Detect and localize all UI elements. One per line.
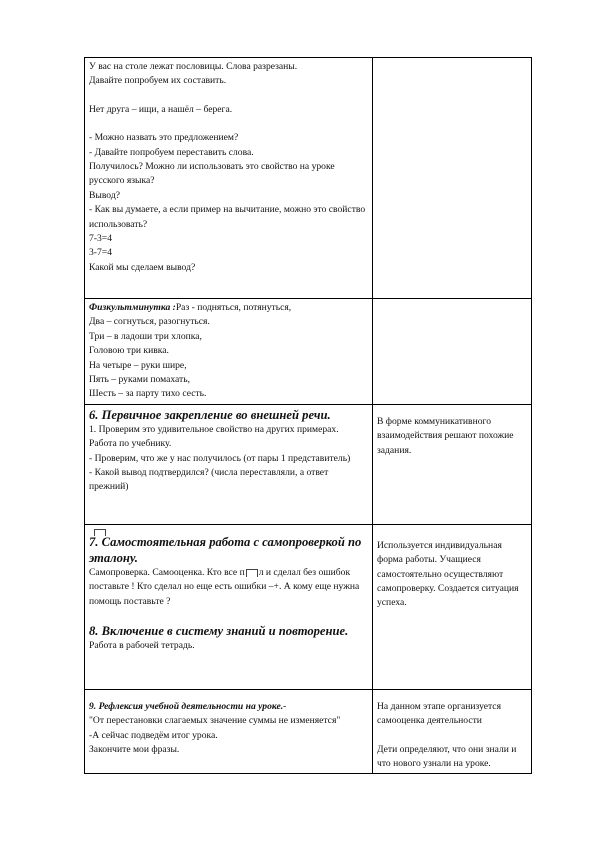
proverb-text: Нет друга – ищи, а нашёл – берега. [89, 103, 233, 115]
spacer [89, 117, 368, 131]
row5-right-text: На данном этапе организуется самооценка деятельности [377, 700, 501, 727]
lesson-plan-table [84, 57, 532, 774]
row3-line: - Проверим, что же у нас получилось (от пары 1 представитель) [89, 452, 351, 464]
row2-right-cell [373, 299, 532, 405]
table-row [85, 524, 532, 689]
row3-line: 1. Проверим это удивительное свойство на других примерах. Работа по учебнику. [89, 423, 339, 450]
row5-line: "От перестановки слагаемых значение суммы не изменяется" [89, 715, 341, 727]
table-row [85, 404, 532, 524]
box-mark [94, 527, 368, 534]
row1-line: - Давайте попробуем переставить слова. [89, 146, 254, 158]
row1-right-cell [373, 58, 532, 299]
row1-line: Вывод? [89, 189, 120, 201]
row1-line: Какой мы сделаем вывод? [89, 261, 196, 273]
exercise-line: На четыре – руки шире, [89, 359, 187, 371]
row5-left-cell [85, 689, 373, 774]
section-heading: 7. Самостоятельная работа с самопроверкой по эталону. [89, 534, 362, 565]
exercise-line: Шесть – за парту тихо сесть. [89, 388, 207, 400]
section-heading: 6. Первичное закрепление во внешней речи. [89, 407, 331, 422]
row3-left-cell [85, 404, 373, 524]
exercise-line: Три – в ладоши три хлопка, [89, 330, 202, 342]
row5-right-text: Дети определяют, что они знали и что нового узнали на уроке. [377, 743, 517, 770]
row1-left-cell [85, 58, 373, 299]
table-row [85, 58, 532, 299]
row5-line: -А сейчас подведём итог урока. [89, 729, 218, 741]
row4-text [89, 566, 368, 609]
row2-left-cell [85, 299, 373, 405]
row4-text-part: л и сделал без ошибок поставьте ! Кто сделал но еще есть ошибки –+. А кому еще нужна помощь поставьте ? [89, 566, 360, 607]
row1-line: Получилось? Можно ли использовать это свойство на уроке русского языка? [89, 161, 335, 187]
row1-line: - Как вы думаете, а если пример на вычитание, можно это свойство использовать? [89, 204, 366, 230]
exercise-first-rest: Раз - подняться, потянуться, [175, 302, 292, 313]
exercise-title: Физкультминутка : [89, 302, 176, 313]
exercise-line: Пять – руками помахать, [89, 374, 191, 386]
row5-right-cell [373, 689, 532, 774]
section-heading: 8. Включение в систему знаний и повторение. [89, 624, 349, 639]
spacer [89, 89, 368, 103]
table-row [85, 689, 532, 774]
row1-line: У вас на столе лежат пословицы. Слова разрезаны. [89, 61, 298, 72]
row1-line: - Можно назвать это предложением? [89, 132, 239, 144]
row4-right-cell: Используется индивидуальная форма работы. Учащиеся самостоятельно осуществляют самопроверку. Создается ситуация успеха. [373, 524, 532, 689]
example-line: 7-3=4 [89, 233, 112, 245]
exercise-line: Два – согнуться, разогнуться. [89, 316, 210, 328]
spacer [377, 729, 527, 743]
row5-line: Закончите мои фразы. [89, 744, 180, 756]
box-mark [246, 569, 258, 577]
row4-text: Работа в рабочей тетрадь. [89, 640, 195, 652]
exercise-line: Головою три кивка. [89, 345, 169, 357]
exercise-first-line [89, 301, 368, 315]
spacer [89, 609, 368, 623]
row1-line: Давайте попробуем их составить. [89, 75, 227, 87]
section-heading: 9. Рефлексия учебной деятельности на уроке.- [89, 700, 287, 712]
example-line: 3-7=4 [89, 247, 112, 259]
row3-line: - Какой вывод подтвердился? (числа переставляли, а ответ прежний) [89, 467, 329, 493]
table-row [85, 299, 532, 405]
row4-text-part: Самопроверка. Самооценка. Кто все п [89, 566, 245, 578]
row3-right-cell: В форме коммуникативного взаимодействия решают похожие задания. [373, 404, 532, 524]
row4-left-cell [85, 524, 373, 689]
